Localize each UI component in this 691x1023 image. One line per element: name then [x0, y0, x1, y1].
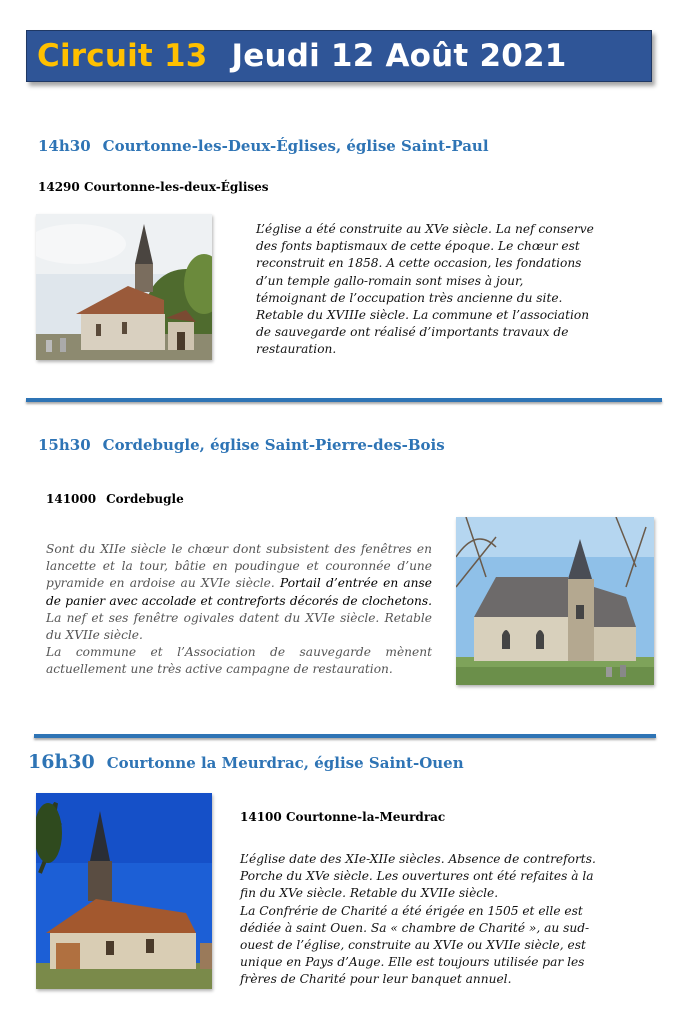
stop-1-description: [256, 221, 594, 359]
stop-2-address: [46, 492, 184, 506]
stop-3-title: Courtonne la Meurdrac, église Saint-Ouen: [106, 754, 464, 772]
stop-1-line: Retable du XVIIIe siècle. La commune et l’association: [256, 308, 590, 323]
stop-1-line: L’église a été construite au XVe siècle. La nef conserve: [256, 222, 594, 236]
stop-1-church-photo: [36, 214, 212, 360]
stop-1-postcode: 14290: [38, 180, 80, 194]
stop-2-text-part: La nef et ses fenêtre ogivales datent du XVIe siècle. Retable du XVIIe siècle.: [46, 610, 432, 643]
stop-3-time: 16h30: [28, 751, 95, 773]
stop-1-title: Courtonne-les-Deux-Églises, église Saint-Paul: [102, 137, 489, 155]
stop-2-church-photo: [456, 517, 654, 685]
stop-3-line: dédiée à saint Ouen. Sa « chambre de Charité », au sud-: [240, 920, 590, 935]
stop-2-heading: [38, 436, 445, 454]
stop-1-line: d’un temple gallo-romain sont mises à jour,: [256, 273, 524, 288]
stop-3-church-photo: [36, 793, 212, 989]
stop-2-text-part: La commune et l’Association de sauvegarde mènent actuellement une très active campagne de restauration.: [46, 645, 432, 677]
stop-3-line: La Confrérie de Charité a été érigée en 1505 et elle est: [240, 903, 583, 918]
stop-3-heading: [28, 751, 464, 773]
stop-1-address: [38, 180, 269, 194]
stop-3-address: [240, 810, 445, 824]
circuit-banner: [26, 30, 652, 82]
stop-1-line: reconstruit en 1858. A cette occasion, les fondations: [256, 256, 582, 271]
stop-2-town: Cordebugle: [106, 492, 184, 506]
stop-1-town: Courtonne-les-deux-Églises: [83, 180, 269, 194]
stop-2-postcode: 141000: [46, 492, 97, 506]
stop-3-line: unique en Pays d’Auge. Elle est toujours utilisée par les: [240, 955, 585, 970]
stop-1-heading: [38, 137, 489, 155]
stop-1-line: témoignant de l’occupation très ancienne du site.: [256, 290, 563, 305]
stop-1-line: restauration.: [256, 342, 337, 357]
stop-3-line: frères de Charité pour leur banquet annuel.: [240, 972, 512, 987]
stop-3-line: L’église date des XIe-XIIe siècles. Absence de contreforts.: [240, 852, 596, 866]
stop-1-time: 14h30: [38, 137, 91, 155]
stop-3-postcode: 14100: [240, 810, 282, 824]
stop-2-text-emphasis: Portail d’entrée en anse de panier avec accolade et contreforts décorés de clochetons.: [46, 576, 433, 608]
stop-1-line: de sauvegarde ont réalisé d’importants travaux de: [256, 325, 569, 340]
stop-2-text-part: Sont du XIIe siècle le chœur dont subsistent des fenêtres en lancette et la tour, bâtie en poudingue et couronnée d’une pyramide en ardoise au XVIe siècle.: [46, 542, 432, 591]
section-divider: [34, 734, 656, 738]
stop-1-line: des fonts baptismaux de cette époque. Le chœur est: [256, 239, 580, 254]
stop-2-description: [46, 541, 432, 679]
circuit-date: Jeudi 12 Août 2021: [231, 38, 567, 74]
stop-3-line: fin du XVe siècle. Retable du XVIIe siècle.: [240, 886, 499, 901]
circuit-number: Circuit 13: [37, 38, 208, 74]
stop-3-town: Courtonne-la-Meurdrac: [285, 810, 446, 824]
section-divider: [26, 398, 662, 402]
stop-3-line: ouest de l’église, construite au XVIe ou XVIIe siècle, est: [240, 938, 586, 953]
stop-3-line: Porche du XVe siècle. Les ouvertures ont été refaites à la: [240, 869, 594, 884]
stop-2-title: Cordebugle, église Saint-Pierre-des-Bois: [102, 436, 445, 454]
stop-3-description: [240, 851, 596, 989]
stop-2-time: 15h30: [38, 436, 91, 454]
